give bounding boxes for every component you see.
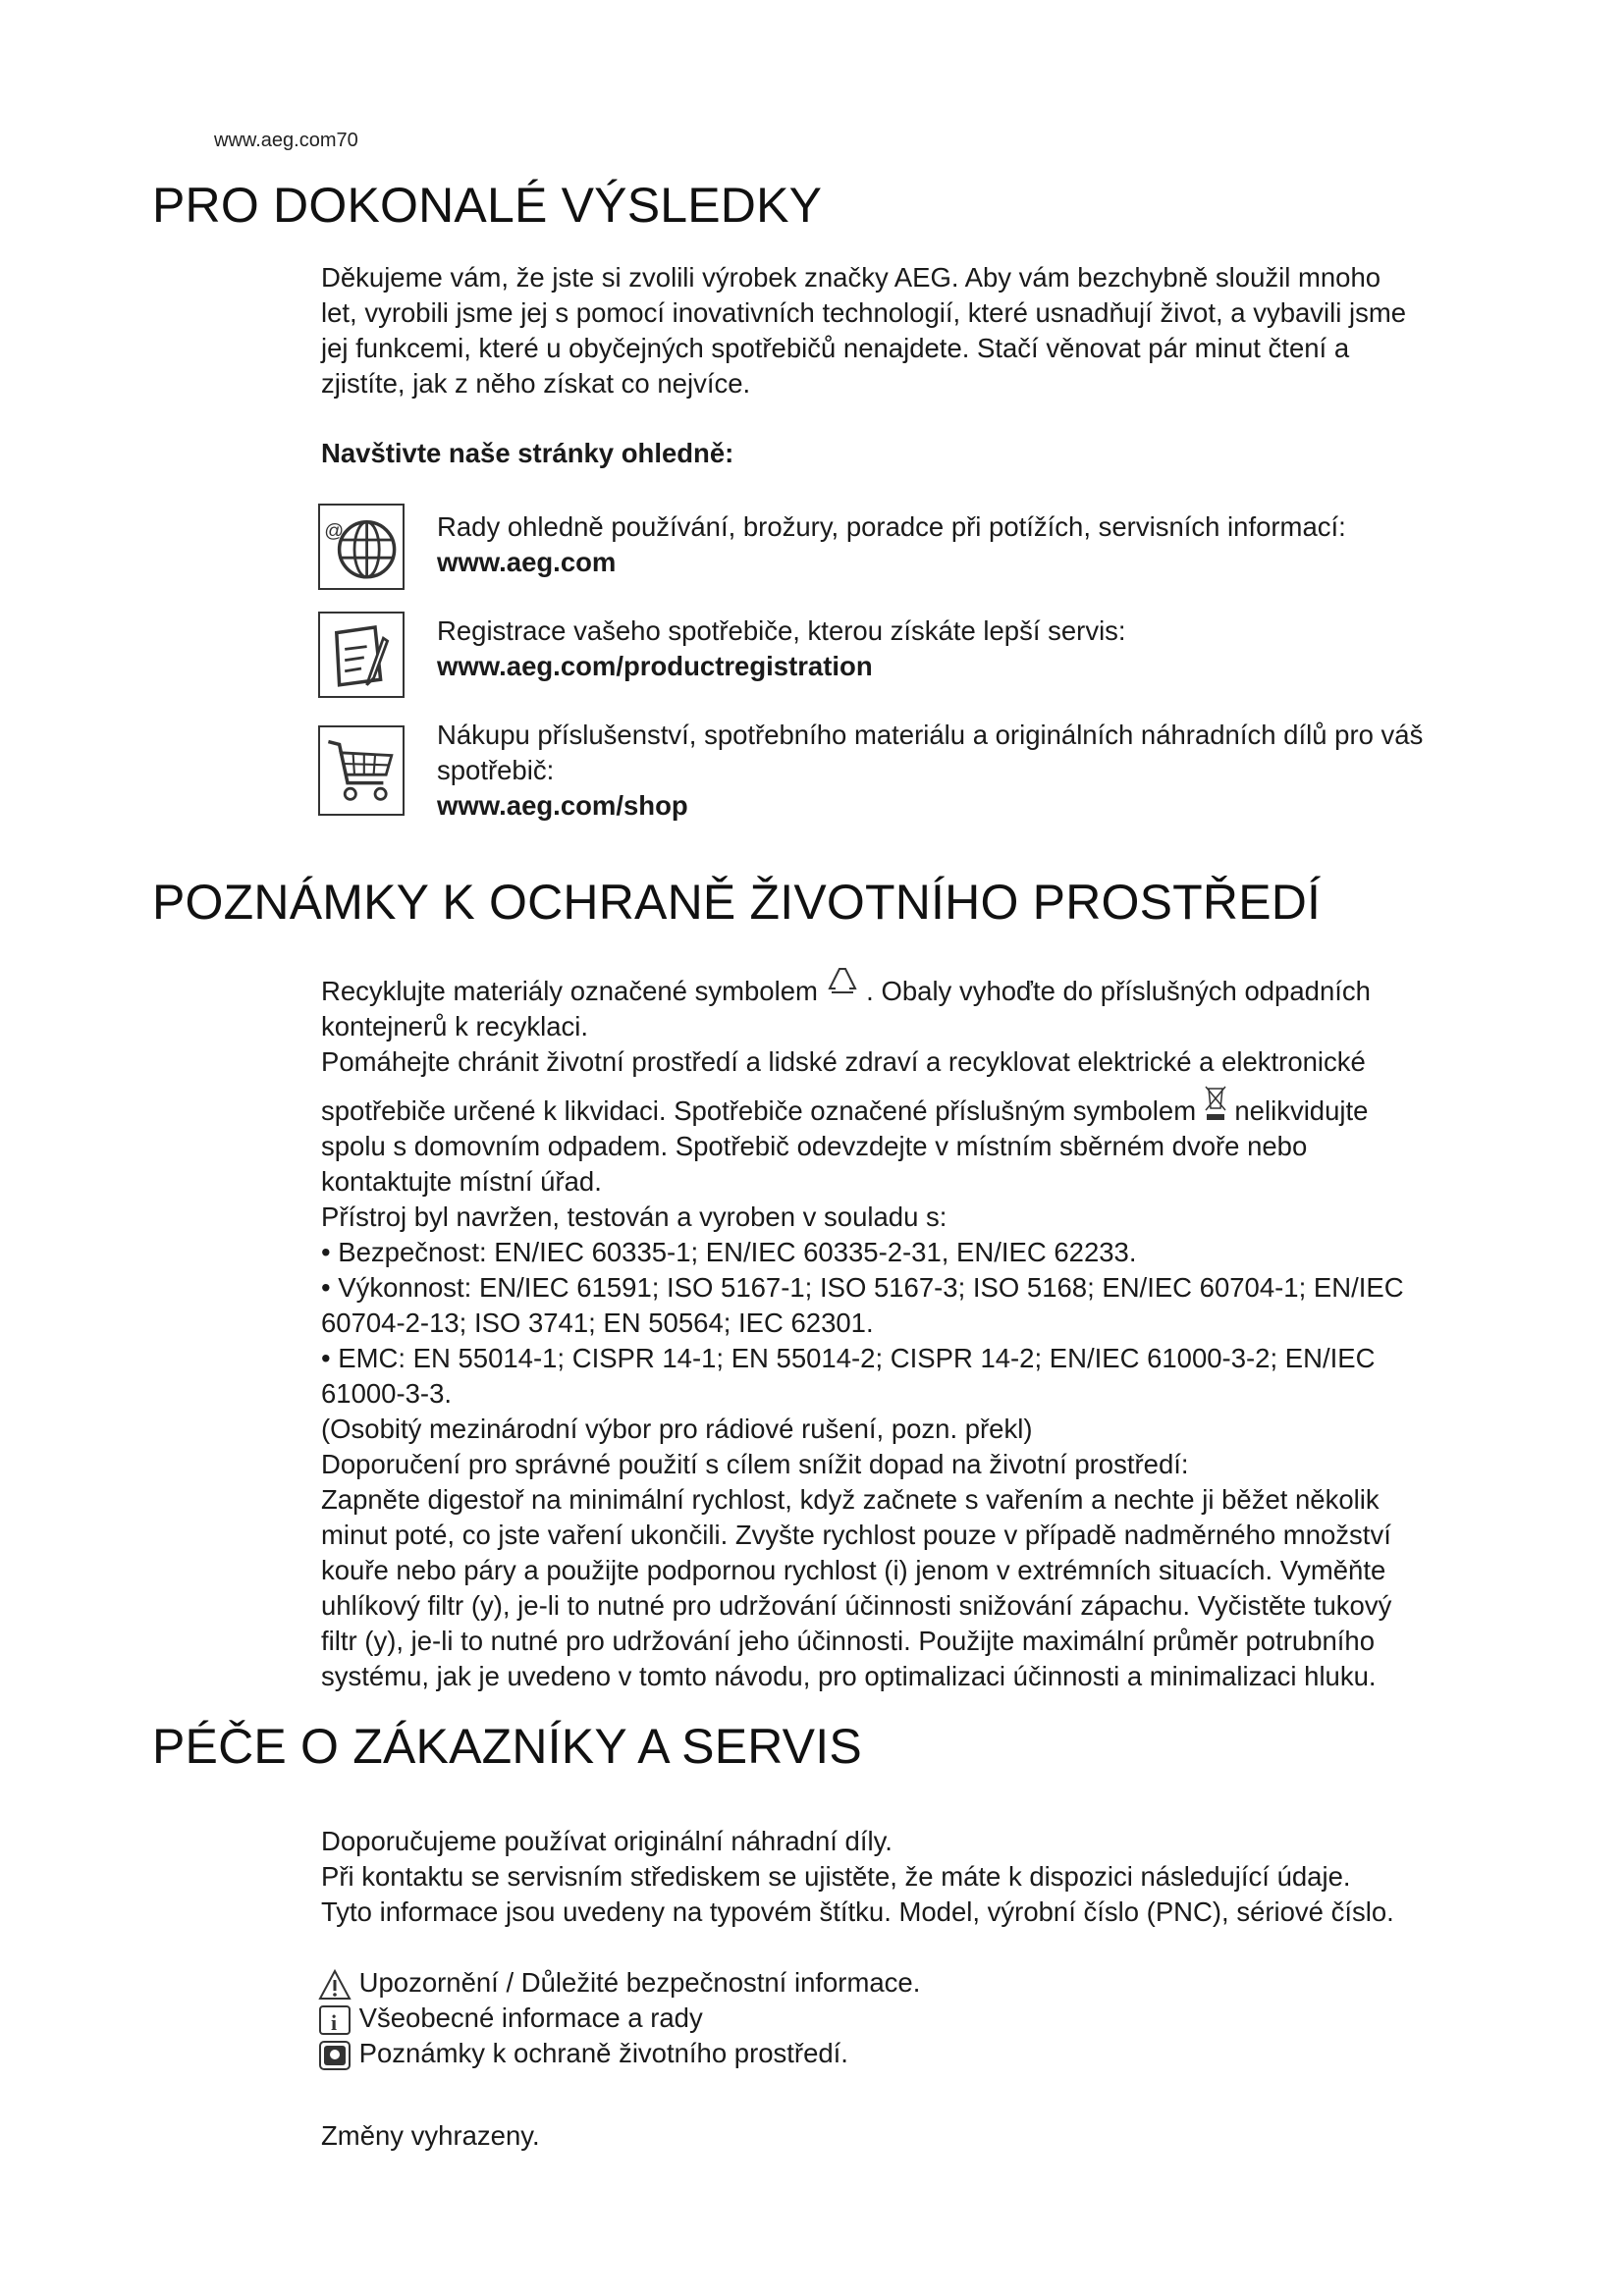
text: Recyklujte materiály označené symbolem xyxy=(321,976,826,1006)
text-line: • Bezpečnost: EN/IEC 60335-1; EN/IEC 60335-2-31, EN/IEC 62233. xyxy=(321,1237,1137,1267)
section-title-results: PRO DOKONALÉ VÝSLEDKY xyxy=(152,178,823,233)
link-block-shop xyxy=(437,718,1423,824)
text: Pomáhejte chránit životní prostředí a lidské zdraví a recyklovat elektrické a elektronické xyxy=(321,1046,1366,1077)
text-line: Doporučení pro správné použití s cílem snížit dopad na životní prostředí: xyxy=(321,1449,1189,1479)
intro-paragraph xyxy=(321,260,1406,401)
text-line: spolu s domovním odpadem. Spotřebič odevzdejte v místním sběrném dvoře nebo xyxy=(321,1131,1308,1161)
text-line: Doporučujeme používat originální náhradní díly. xyxy=(321,1826,893,1856)
text-line: Zapněte digestoř na minimální rychlost, když začnete s vařením a nechte ji běžet několik xyxy=(321,1484,1380,1515)
text-line: Při kontaktu se servisním střediskem se ujistěte, že máte k dispozici následující údaje. xyxy=(321,1861,1351,1892)
shopping-cart-icon xyxy=(318,725,405,816)
link-registration[interactable]: www.aeg.com/productregistration xyxy=(437,651,873,681)
text-line: let, vyrobili jsme jej s pomocí inovativních technologií, které usnadňují život, a vybavili jsme xyxy=(321,297,1407,328)
text-line: kouře nebo páry a použijte podpornou rychlost (i) jenom v extrémních situacích. Vyměňte xyxy=(321,1555,1386,1585)
crossed-bin-icon xyxy=(1204,1085,1227,1124)
registration-document-icon xyxy=(318,612,405,698)
link-website[interactable]: www.aeg.com xyxy=(437,547,617,577)
service-text xyxy=(321,1824,1394,1930)
text-line: systému, jak je uvedeno v tomto návodu, pro optimalizaci účinnosti a minimalizaci hluku. xyxy=(321,1661,1377,1691)
text-line: filtr (y), je-li to nutné pro udržování jeho účinnosti. Použijte maximální průměr potrubního xyxy=(321,1626,1376,1656)
text-line: • EMC: EN 55014-1; CISPR 14-1; EN 55014-2; CISPR 14-2; EN/IEC 61000-3-2; EN/IEC xyxy=(321,1343,1376,1373)
section-title-environment: POZNÁMKY K OCHRANĚ ŽIVOTNÍHO PROSTŘEDÍ xyxy=(152,875,1322,930)
svg-text:@: @ xyxy=(324,520,345,543)
link-description: Registrace vašeho spotřebiče, kterou získáte lepší servis: xyxy=(437,615,1126,646)
symbol-legend xyxy=(318,1965,920,2071)
legend-text: Upozornění / Důležité bezpečnostní informace. xyxy=(358,1967,921,1998)
visit-label: Navštivte naše stránky ohledně: xyxy=(321,438,734,468)
text-line: 61000-3-3. xyxy=(321,1378,453,1409)
text-line: minut poté, co jste vaření ukončili. Zvyšte rychlost pouze v případě nadměrného množství xyxy=(321,1520,1391,1550)
changes-reserved: Změny vyhrazeny. xyxy=(321,2120,540,2151)
link-description: Nákupu příslušenství, spotřebního materiálu a originálních náhradních dílů pro váš xyxy=(437,720,1424,750)
text: nelikvidujte xyxy=(1226,1095,1369,1126)
text-line: Tyto informace jsou uvedeny na typovém štítku. Model, výrobní číslo (PNC), sériové číslo. xyxy=(321,1896,1394,1927)
link-shop[interactable]: www.aeg.com/shop xyxy=(437,790,688,821)
section-title-service: PÉČE O ZÁKAZNÍKY A SERVIS xyxy=(152,1719,862,1774)
text: spotřebiče určené k likvidaci. Spotřebiče označené příslušným symbolem xyxy=(321,1095,1204,1126)
globe-at-icon xyxy=(318,504,405,590)
page-reference: www.aeg.com70 xyxy=(214,130,358,151)
legend-text: Všeobecné informace a rady xyxy=(358,2002,703,2033)
legend-text: Poznámky k ochraně životního prostředí. xyxy=(358,2038,848,2068)
link-block-website xyxy=(437,509,1346,580)
environment-text xyxy=(321,974,1404,1694)
text-line: kontaktujte místní úřad. xyxy=(321,1166,602,1197)
info-icon xyxy=(318,2004,352,2036)
text-line: Děkujeme vám, že jste si zvolili výrobek značky AEG. Aby vám bezchybně sloužil mnoho xyxy=(321,262,1381,293)
link-description: spotřebič: xyxy=(437,755,555,785)
text-line: uhlíkový filtr (y), je-li to nutné pro udržování účinnosti snižování zápachu. Vyčistěte tukový xyxy=(321,1590,1392,1621)
text: . Obaly vyhoďte do příslušných odpadních xyxy=(858,976,1371,1006)
link-block-registration xyxy=(437,614,1126,684)
warning-icon xyxy=(318,1969,352,2001)
link-description: Rady ohledně používání, brožury, poradce při potížích, servisních informací: xyxy=(437,511,1346,542)
environment-icon xyxy=(318,2040,352,2071)
text-line: Přístroj byl navržen, testován a vyroben v souladu s: xyxy=(321,1201,947,1232)
environment-details xyxy=(321,1129,1404,1694)
text-line: 60704-2-13; ISO 3741; EN 50564; IEC 62301. xyxy=(321,1308,874,1338)
svg-text:i: i xyxy=(331,2009,338,2035)
text: kontejnerů k recyklaci. xyxy=(321,1011,589,1041)
text-line: zjistíte, jak z něho získat co nejvíce. xyxy=(321,368,751,399)
text-line: • Výkonnost: EN/IEC 61591; ISO 5167-1; ISO 5167-3; ISO 5168; EN/IEC 60704-1; EN/IEC xyxy=(321,1272,1404,1303)
text-line: (Osobitý mezinárodní výbor pro rádiové rušení, pozn. překl) xyxy=(321,1414,1033,1444)
text-line: jej funkcemi, které u obyčejných spotřebičů nenajdete. Stačí věnovat pár minut čtení a xyxy=(321,333,1350,363)
recycle-icon xyxy=(826,963,859,1002)
